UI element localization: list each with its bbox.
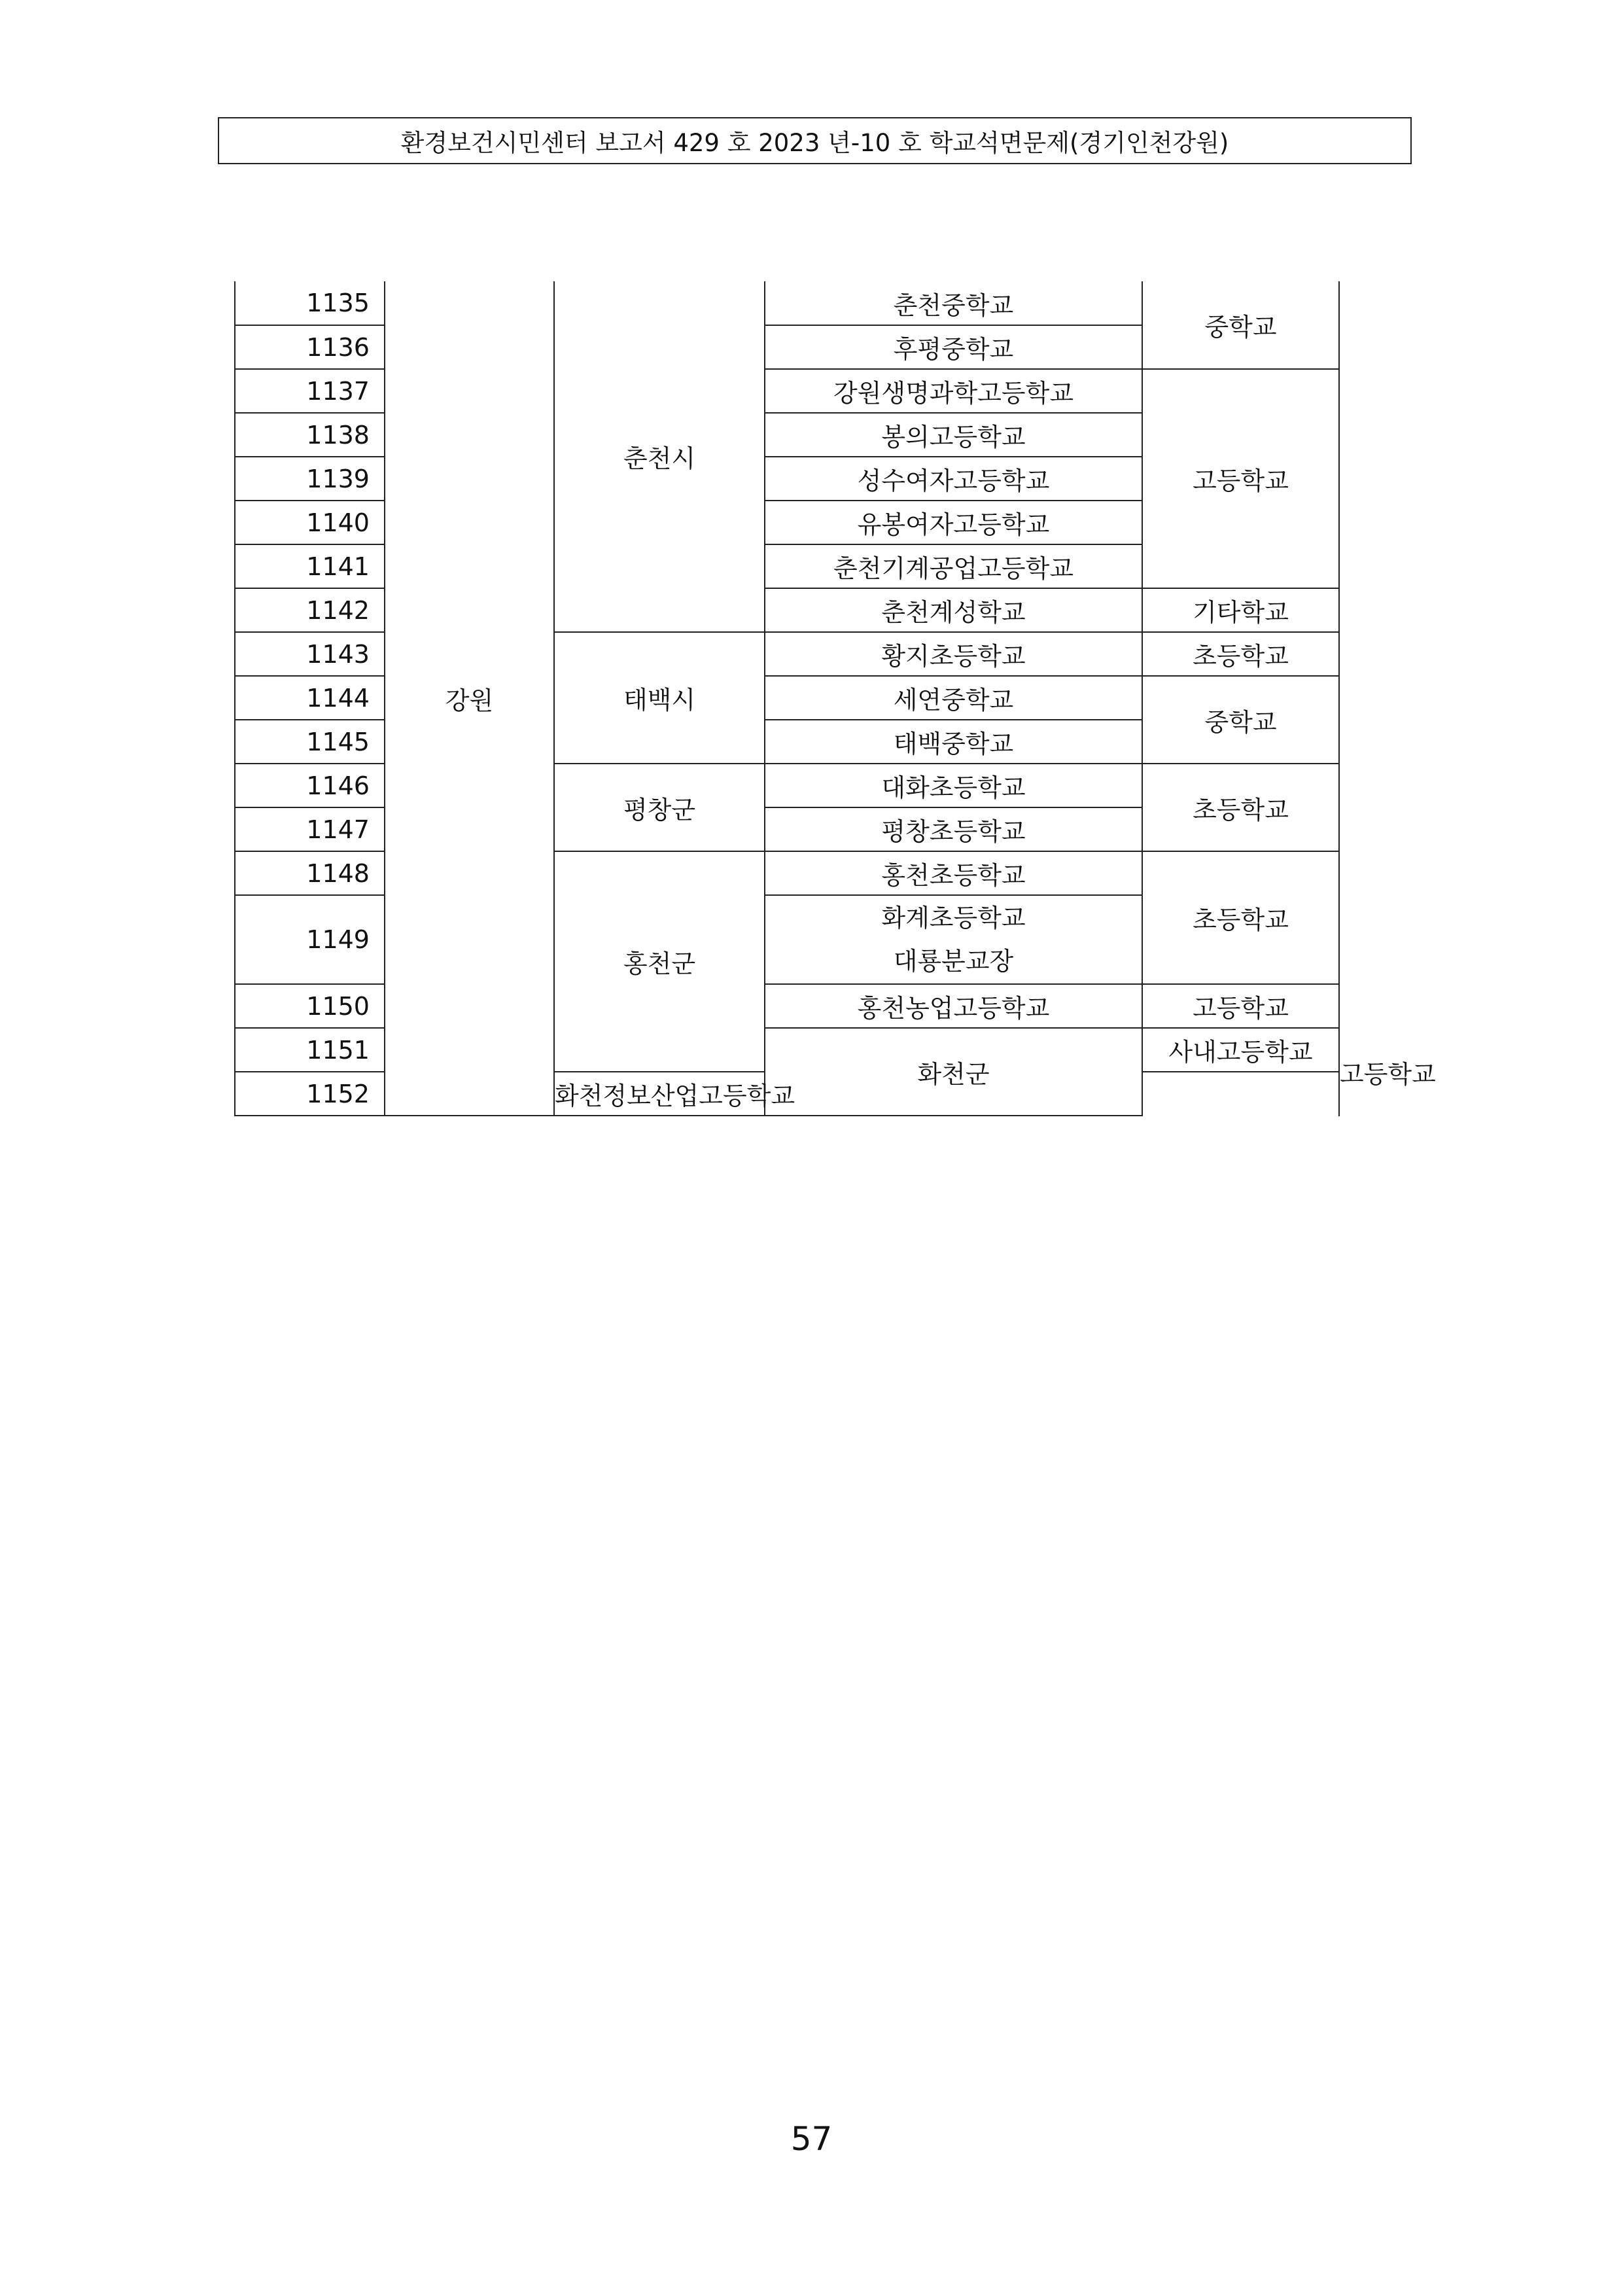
- school-name: 춘천계성학교: [765, 588, 1142, 632]
- school-name: 태백중학교: [765, 720, 1142, 764]
- row-number: 1141: [235, 544, 385, 588]
- school-name: 대화초등학교: [765, 764, 1142, 807]
- school-name: 평창초등학교: [765, 807, 1142, 851]
- school-type: 중학교: [1142, 281, 1339, 369]
- school-name: 홍천초등학교: [765, 851, 1142, 895]
- row-number: 1151: [235, 1028, 385, 1072]
- row-number: 1147: [235, 807, 385, 851]
- school-name-line1: 화계초등학교: [881, 904, 1026, 932]
- school-name: 강원생명과학고등학교: [765, 369, 1142, 413]
- report-header-title: 환경보건시민센터 보고서 429 호 2023 년-10 호 학교석면문제(경기인천강원): [400, 129, 1229, 157]
- table-row: [235, 281, 1339, 325]
- row-number: 1150: [235, 984, 385, 1028]
- row-number: 1140: [235, 501, 385, 544]
- school-type: 초등학교: [1142, 632, 1339, 676]
- table-row: 1151 화천군 사내고등학교 고등학교: [235, 1028, 1339, 1072]
- school-type: 초등학교: [1142, 764, 1339, 851]
- school-name: 성수여자고등학교: [765, 457, 1142, 501]
- school-name: 황지초등학교: [765, 632, 1142, 676]
- school-type: 고등학교: [1142, 984, 1339, 1028]
- school-name: 후평중학교: [765, 325, 1142, 369]
- row-number: 1143: [235, 632, 385, 676]
- school-name: 홍천농업고등학교: [765, 984, 1142, 1028]
- school-name: 화천정보산업고등학교: [554, 1072, 765, 1116]
- school-type: 초등학교: [1142, 851, 1339, 984]
- school-type: 중학교: [1142, 676, 1339, 764]
- row-number: 1146: [235, 764, 385, 807]
- row-number: 1135: [235, 281, 385, 325]
- row-number: 1138: [235, 413, 385, 457]
- row-number: 1139: [235, 457, 385, 501]
- school-name-line2: 대룡분교장: [893, 947, 1014, 976]
- school-type: 기타학교: [1142, 588, 1339, 632]
- row-number: 1137: [235, 369, 385, 413]
- row-number: 1136: [235, 325, 385, 369]
- school-list-table: [234, 281, 1436, 1116]
- province-cell: 강원: [385, 281, 554, 1116]
- school-name: [765, 895, 1142, 984]
- row-number: 1145: [235, 720, 385, 764]
- report-header: [218, 117, 1412, 164]
- page-number: 57: [790, 2120, 833, 2158]
- row-number: 1149: [235, 895, 385, 984]
- row-number: 1148: [235, 851, 385, 895]
- district-cell: 홍천군: [554, 851, 765, 1072]
- district-cell: 평창군: [554, 764, 765, 851]
- school-name: 사내고등학교: [1142, 1028, 1339, 1072]
- district-cell: 화천군: [765, 1028, 1142, 1116]
- school-name: 춘천중학교: [765, 281, 1142, 325]
- school-name: 봉의고등학교: [765, 413, 1142, 457]
- district-cell: 태백시: [554, 632, 765, 764]
- row-number: 1144: [235, 676, 385, 720]
- school-name: 세연중학교: [765, 676, 1142, 720]
- row-number: 1152: [235, 1072, 385, 1116]
- district-cell: 춘천시: [554, 281, 765, 632]
- school-name: 춘천기계공업고등학교: [765, 544, 1142, 588]
- school-name: 유봉여자고등학교: [765, 501, 1142, 544]
- school-type: 고등학교: [1142, 369, 1339, 588]
- row-number: 1142: [235, 588, 385, 632]
